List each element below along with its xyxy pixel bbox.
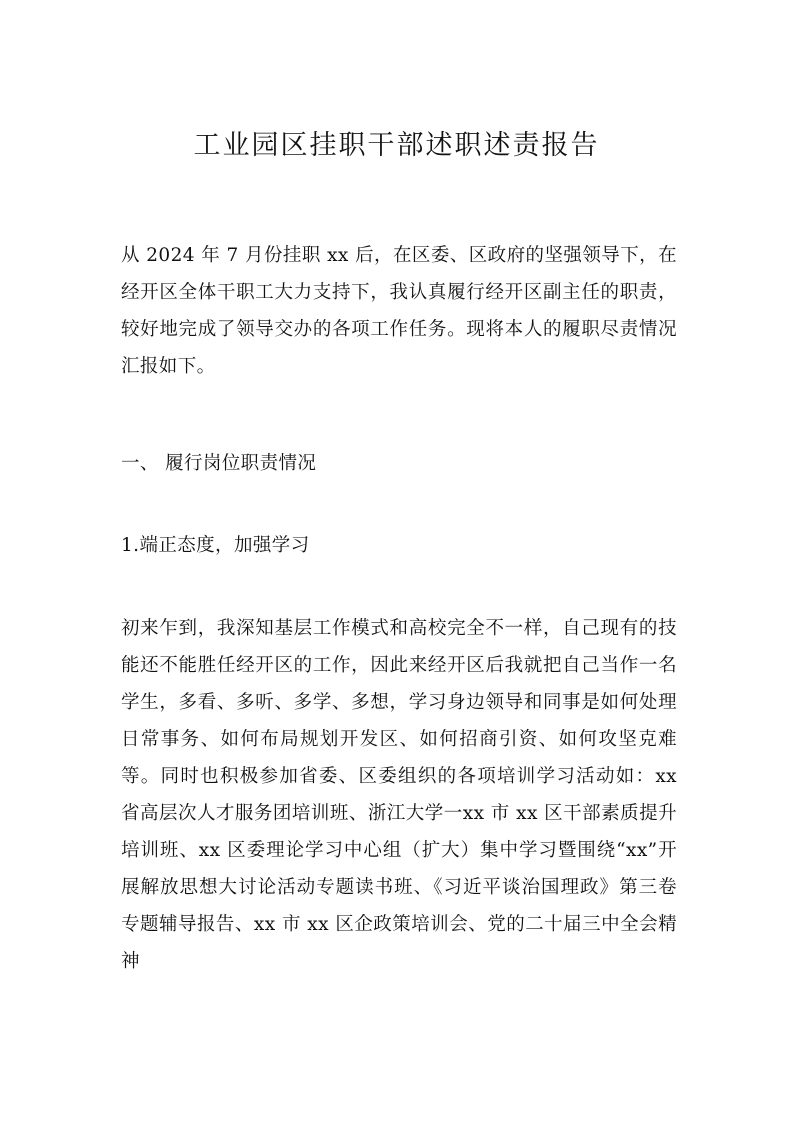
section-heading: 一、 履行岗位职责情况: [121, 453, 317, 474]
intro-paragraph: 从 2024 年 7 月份挂职 xx 后，在区委、区政府的坚强领导下，在经开区全体干职工大力支持下，我认真履行经开区副主任的职责，较好地完成了领导交办的各项工作任务。现将本人的履职尽责情况汇报如下。: [121, 245, 677, 377]
document-title: 工业园区挂职干部述职述责报告: [193, 130, 600, 161]
body-paragraph: 初来乍到，我深知基层工作模式和高校完全不一样，自己现有的技能还不能胜任经开区的工作，因此来经开区后我就把自己当作一名学生，多看、多听、多学、多想，学习身边领导和同事是如何处理日常事务、如何布局规划开发区、如何招商引资、如何攻坚克难等。同时也积极参加省委、区委组织的各项培训学习活动如：xx 省高层次人才服务团培训班、浙江大学一xx 市 xx 区干部素质提升培训班、xx 区委理论学习中心组（扩大）集中学习暨围绕“xx”开展解放思想大讨论活动专题读书班、《习近平谈治国理政》第三卷专题辅导报告、xx 市 xx 区企政策培训会、党的二十届三中全会精神: [121, 618, 677, 972]
subsection-heading: 1.端正态度，加强学习: [121, 535, 310, 556]
